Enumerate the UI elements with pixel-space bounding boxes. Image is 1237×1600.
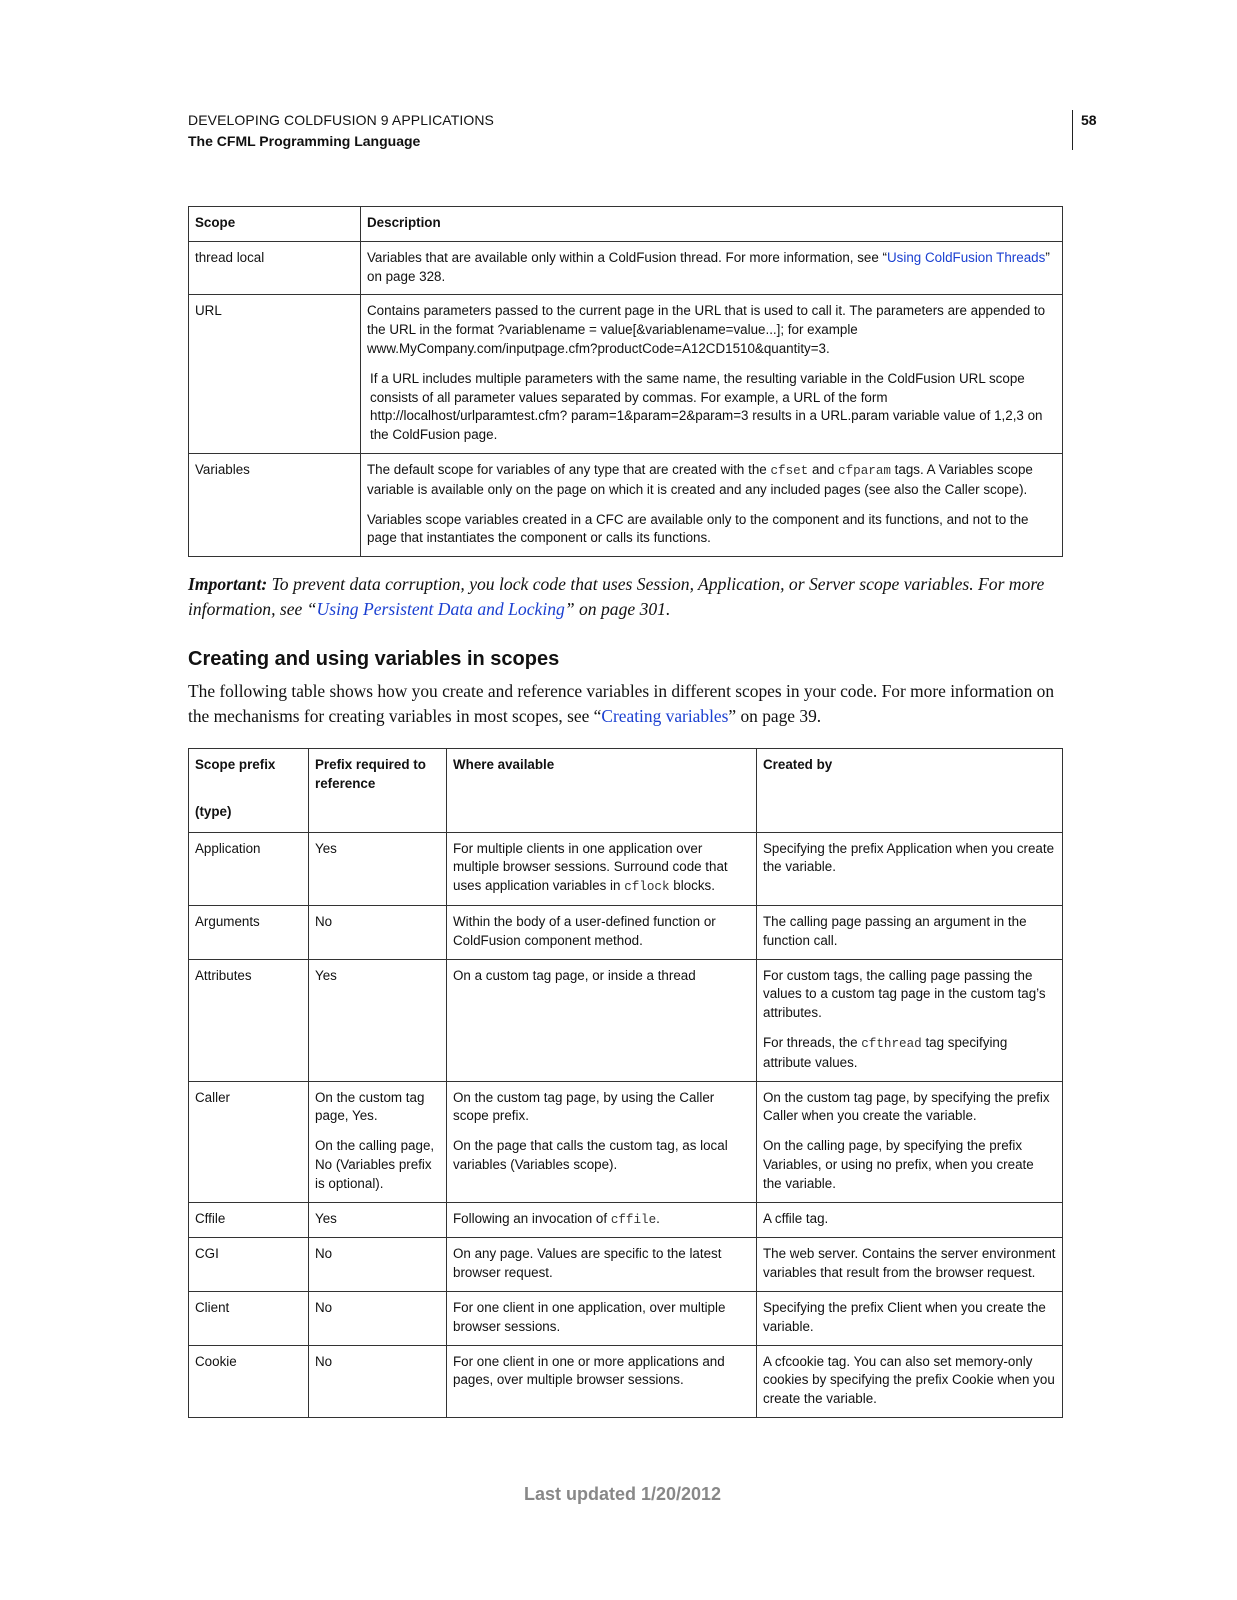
prefix-required-cell: No [309,1238,447,1292]
cell-paragraph: On the custom tag page, by using the Caller scope prefix. [453,1089,715,1124]
created-by-cell: The web server. Contains the server environment variables that result from the browser request. [757,1238,1063,1292]
description-text: The default scope for variables of any type that are created with the [367,461,771,477]
cell-text: blocks. [669,878,715,894]
table-row [189,1238,1063,1292]
description-cell [361,241,1063,295]
link-creating-variables[interactable]: Creating variables [601,705,729,726]
description-cell [361,453,1063,556]
cell-text: Following an invocation of [453,1210,611,1226]
scope-cell: URL [189,295,361,454]
description-text: and [808,461,839,477]
code-cflock: cflock [624,880,670,895]
created-by-cell: Specifying the prefix Application when you create the variable. [757,832,1063,905]
cell-text: tag specifying attribute values. [763,1034,1008,1070]
header-divider [1072,110,1073,150]
table-row [189,1291,1063,1345]
table-row [189,241,1063,295]
table-row [189,1081,1063,1202]
column-header-scope-prefix [189,749,309,833]
scope-prefix-table [188,748,1063,1418]
table-header-row [189,207,1063,242]
where-available-cell [447,832,757,905]
cell-paragraph: On the calling page, by specifying the prefix Variables, or using no prefix, when you create the variable. [763,1138,1034,1191]
page-number: 58 [1081,112,1097,128]
cell-text: For threads, the [763,1034,862,1050]
scope-cell: Application [189,832,309,905]
created-by-cell: A cfcookie tag. You can also set memory-only cookies by specifying the prefix Cookie when you create the variable. [757,1345,1063,1417]
column-header-description: Description [361,207,1063,242]
where-available-cell: Within the body of a user-defined function or ColdFusion component method. [447,905,757,959]
table-row [189,959,1063,1081]
section-intro [188,679,1068,728]
scope-description-table [188,206,1063,557]
table-header-row [189,749,1063,833]
cell-text: . [656,1210,660,1226]
scope-cell: CGI [189,1238,309,1292]
table-row [189,453,1063,556]
description-text: tags. A Variables scope variable is available only on the page on which it is created and any included pages (see also the Caller scope). [367,461,1033,497]
important-text: ” on page 301. [564,598,671,619]
where-available-cell: On any page. Values are specific to the latest browser request. [447,1238,757,1292]
created-by-cell [757,959,1063,1081]
document-title: DEVELOPING COLDFUSION 9 APPLICATIONS [188,112,494,128]
table-row [189,905,1063,959]
cell-paragraph: On the calling page, No (Variables prefix is optional). [315,1138,435,1191]
created-by-cell: A cffile tag. [757,1202,1063,1238]
prefix-required-cell [309,1081,447,1202]
scope-cell: Cookie [189,1345,309,1417]
created-by-cell [757,1081,1063,1202]
where-available-cell [447,1202,757,1238]
header-scope-type-label: (type) [195,803,232,819]
column-header-scope: Scope [189,207,361,242]
prefix-required-cell: Yes [309,1202,447,1238]
link-using-coldfusion-threads[interactable]: Using ColdFusion Threads [887,249,1046,265]
created-by-cell: Specifying the prefix Client when you create the variable. [757,1291,1063,1345]
description-text: Variables that are available only within a ColdFusion thread. For more information, see “ [367,249,888,265]
table-row [189,295,1063,454]
where-available-cell [447,1081,757,1202]
important-label: Important: [188,574,268,594]
important-note [188,572,1068,621]
intro-text: ” on page 39. [728,705,822,726]
column-header-prefix-required: Prefix required to reference [309,749,447,833]
important-text: To prevent data corruption, you lock code that uses Session, Application, or Server scope variables. For more information, see “ [188,574,1045,619]
prefix-required-cell: Yes [309,959,447,1081]
chapter-title: The CFML Programming Language [188,133,421,149]
where-available-cell: On a custom tag page, or inside a thread [447,959,757,1081]
code-cfparam: cfparam [838,463,891,478]
link-using-persistent-data[interactable]: Using Persistent Data and Locking [316,598,565,619]
column-header-created-by: Created by [757,749,1063,833]
scope-cell: Arguments [189,905,309,959]
scope-cell: Caller [189,1081,309,1202]
prefix-required-cell: Yes [309,832,447,905]
intro-text: The following table shows how you create and reference variables in different scopes in your code. For more information on the mechanisms for creating variables in most scopes, see “ [188,681,1055,726]
scope-cell: Attributes [189,959,309,1081]
scope-cell: Variables [189,453,361,556]
code-cffile: cffile [610,1212,657,1227]
description-paragraph: Variables scope variables created in a CFC are available only to the component and its functions, and not to the page that instantiates the component or calls its functions. [367,511,1029,546]
cell-paragraph: On the custom tag page, Yes. [315,1089,425,1124]
cell-paragraph: For custom tags, the calling page passing the values to a custom tag page in the custom tag’s attributes. [763,967,1046,1021]
cell-text: For multiple clients in one application over multiple browser sessions. Surround code that uses application variables in [453,840,728,894]
description-cell [361,295,1063,454]
table-row [189,1202,1063,1238]
table-row [189,1345,1063,1417]
scope-cell: thread local [189,241,361,295]
scope-cell: Client [189,1291,309,1345]
description-text: ” on page 328. [367,249,1050,284]
where-available-cell: For one client in one or more applications and pages, over multiple browser sessions. [447,1345,757,1417]
prefix-required-cell: No [309,1345,447,1417]
description-paragraph: If a URL includes multiple parameters with the same name, the resulting variable in the ColdFusion URL scope consists of all parameter values separated by commas. For example, a URL of the form http://localhost/urlparamtest.cfm? param=1&param=2&param=3 results in a URL.param variable value of 1,2,3 on the ColdFusion page. [370,370,1043,443]
section-heading: Creating and using variables in scopes [188,648,560,670]
description-paragraph: Contains parameters passed to the current page in the URL that is used to call it. The parameters are appended to the URL in the format ?variablename = value[&variablename=value...]; for example www.MyCompany.com/inputpage.cfm?productCode=A12CD1510&quantity=3. [367,303,1046,356]
prefix-required-cell: No [309,1291,447,1345]
cell-paragraph: On the custom tag page, by specifying the prefix Caller when you create the variable. [763,1089,1050,1124]
created-by-cell: The calling page passing an argument in the function call. [757,905,1063,959]
where-available-cell: For one client in one application, over multiple browser sessions. [447,1291,757,1345]
code-cfset: cfset [770,463,809,478]
scope-cell: Cffile [189,1202,309,1238]
prefix-required-cell: No [309,905,447,959]
last-updated-footer: Last updated 1/20/2012 [523,1484,722,1504]
table-row [189,832,1063,905]
header-scope-prefix-label: Scope prefix [195,757,276,772]
code-cfthread: cfthread [861,1036,922,1051]
cell-paragraph: On the page that calls the custom tag, as local variables (Variables scope). [453,1138,728,1172]
column-header-where-available: Where available [447,749,757,833]
